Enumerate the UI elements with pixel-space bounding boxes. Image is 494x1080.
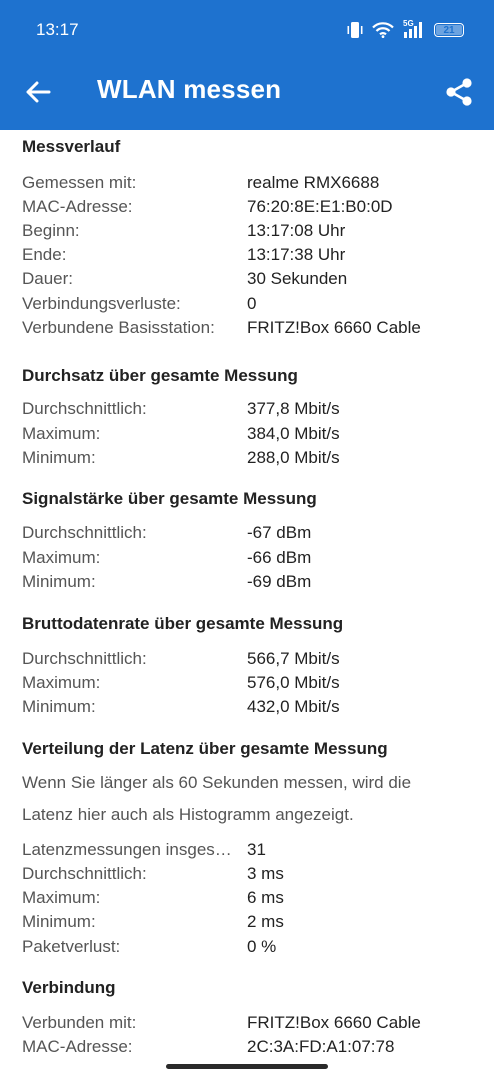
info-row xyxy=(22,294,482,318)
row-label: Maximum: xyxy=(22,424,101,443)
row-value: 6 ms xyxy=(247,888,284,907)
row-label: Minimum: xyxy=(22,912,96,931)
row-label: Verbunden mit: xyxy=(22,1013,137,1032)
page-title: WLAN messen xyxy=(97,74,282,104)
row-label: Durchschnittlich: xyxy=(22,864,147,883)
info-row xyxy=(22,1037,482,1061)
row-value: 384,0 Mbit/s xyxy=(247,424,340,443)
row-value: 76:20:8E:E1:B0:0D xyxy=(247,197,393,216)
section-title-messverlauf: Messverlauf xyxy=(22,137,121,156)
row-label: Beginn: xyxy=(22,221,80,240)
info-row xyxy=(22,912,482,936)
latency-note-line1: Wenn Sie länger als 60 Sekunden messen, wird die xyxy=(22,773,412,792)
row-label: MAC-Adresse: xyxy=(22,197,133,216)
row-value: 377,8 Mbit/s xyxy=(247,399,340,418)
battery-icon xyxy=(434,23,464,37)
row-label: Dauer: xyxy=(22,269,74,288)
arrow-left-icon xyxy=(25,81,51,103)
row-label: Paketverlust: xyxy=(22,937,121,956)
row-label: Durchschnittlich: xyxy=(22,523,147,542)
row-label: Latenzmessungen insges… xyxy=(22,840,232,859)
info-row xyxy=(22,245,482,269)
info-row xyxy=(22,937,482,961)
info-row xyxy=(22,1013,482,1037)
row-label: Gemessen mit: xyxy=(22,173,137,192)
home-indicator[interactable] xyxy=(166,1064,328,1069)
info-row xyxy=(22,572,482,596)
vibrate-icon xyxy=(347,21,363,39)
row-value: 3 ms xyxy=(247,864,284,883)
row-value: 0 xyxy=(247,294,257,313)
section-title-durchsatz: Durchsatz über gesamte Messung xyxy=(22,366,298,385)
row-value: 0 % xyxy=(247,937,277,956)
row-label: Maximum: xyxy=(22,888,101,907)
info-row xyxy=(22,649,482,673)
info-row xyxy=(22,269,482,293)
row-value: 576,0 Mbit/s xyxy=(247,673,340,692)
info-row xyxy=(22,399,482,423)
row-label: Durchschnittlich: xyxy=(22,649,147,668)
row-value: FRITZ!Box 6660 Cable xyxy=(247,1013,421,1032)
row-value: 288,0 Mbit/s xyxy=(247,448,340,467)
row-value: 13:17:38 Uhr xyxy=(247,245,346,264)
row-label: Verbindungsverluste: xyxy=(22,294,181,313)
row-value: FRITZ!Box 6660 Cable xyxy=(247,318,421,337)
section-title-verbindung: Verbindung xyxy=(22,978,116,997)
section-title-signal: Signalstärke über gesamte Messung xyxy=(22,489,317,508)
row-label: Durchschnittlich: xyxy=(22,399,147,418)
row-value: 2C:3A:FD:A1:07:78 xyxy=(247,1037,395,1056)
row-value: 13:17:08 Uhr xyxy=(247,221,346,240)
row-label: Verbundene Basisstation: xyxy=(22,318,215,337)
row-value: 2 ms xyxy=(247,912,284,931)
row-label: MAC-Adresse: xyxy=(22,1037,133,1056)
share-icon xyxy=(445,77,473,107)
info-row xyxy=(22,864,482,888)
row-value: 432,0 Mbit/s xyxy=(247,697,340,716)
row-value: 30 Sekunden xyxy=(247,269,348,288)
row-label: Maximum: xyxy=(22,548,101,567)
row-value: -67 dBm xyxy=(247,523,312,542)
cellular-signal-icon xyxy=(403,21,425,39)
row-label: Ende: xyxy=(22,245,67,264)
row-value: realme RMX6688 xyxy=(247,173,380,192)
network-type: 5G xyxy=(403,19,414,28)
row-value: -66 dBm xyxy=(247,548,312,567)
info-row xyxy=(22,673,482,697)
app-bar xyxy=(0,0,494,130)
row-value: 31 xyxy=(247,840,266,859)
status-icons xyxy=(347,19,464,41)
row-label: Maximum: xyxy=(22,673,101,692)
info-row xyxy=(22,173,482,197)
latency-note-line2: Latenz hier auch als Histogramm angezeigt. xyxy=(22,805,354,824)
section-title-latenz: Verteilung der Latenz über gesamte Messung xyxy=(22,739,388,758)
back-button[interactable] xyxy=(22,76,54,108)
info-row xyxy=(22,318,482,342)
section-title-brutto: Bruttodatenrate über gesamte Messung xyxy=(22,614,344,633)
row-label: Minimum: xyxy=(22,572,96,591)
status-time: 13:17 xyxy=(36,20,79,39)
row-label: Minimum: xyxy=(22,448,96,467)
info-row xyxy=(22,448,482,472)
info-row xyxy=(22,221,482,245)
info-row xyxy=(22,548,482,572)
info-row xyxy=(22,197,482,221)
info-row xyxy=(22,840,482,864)
share-button[interactable] xyxy=(442,74,476,110)
wifi-icon xyxy=(372,22,394,38)
info-row xyxy=(22,888,482,912)
row-value: -69 dBm xyxy=(247,572,312,591)
info-row xyxy=(22,523,482,547)
info-row xyxy=(22,697,482,721)
battery-level: 21 xyxy=(443,24,455,36)
row-value: 566,7 Mbit/s xyxy=(247,649,340,668)
info-row xyxy=(22,424,482,448)
row-label: Minimum: xyxy=(22,697,96,716)
